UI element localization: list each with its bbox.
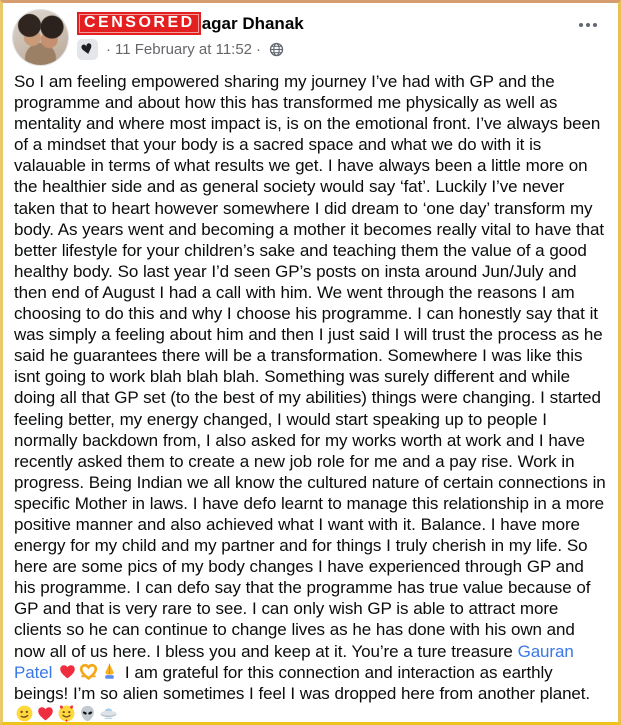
ellipsis-dot [579, 23, 583, 27]
alien-emoji [78, 704, 97, 723]
header-info [77, 10, 304, 60]
globe-public-icon [269, 42, 284, 57]
avatar[interactable] [13, 10, 68, 65]
meta-separator: · [256, 41, 262, 58]
feeling-sticker [77, 39, 98, 60]
post-meta-row [77, 39, 304, 60]
post-header [3, 3, 618, 67]
timestamp[interactable]: 11 February at 11:52 [115, 41, 253, 58]
flying-saucer-emoji [99, 704, 118, 723]
author-name[interactable]: agar Dhanak [201, 13, 304, 33]
meta-separator: · [106, 41, 111, 58]
censored-name-overlay: CENSORED [77, 12, 201, 35]
heart-hands-emoji [79, 662, 98, 681]
red-heart-emoji [58, 662, 77, 681]
red-heart-emoji [36, 704, 55, 723]
ellipsis-dot [593, 23, 597, 27]
ellipsis-dot [586, 23, 590, 27]
post-text: So I am feeling empowered sharing my journey I’ve had with GP and the programme and about how this has transformed me physically as well as mentality and where most impact is, is on the emotional front. I’ve always been of a mindset that your body is a sacred space and what we do with it is valauable in terms of what results we get. I have always been a little more on the healthier side and as general society would say ‘fat’. Luckily I’ve never taken that to heart however somewhere I did dream to ‘one day’ transform my body. As years went and becoming a mother it becomes really vital to have that better lifestyle for your children’s sake and teaching them the value of a good healthy body. So last year I’d seen GP’s posts on insta around Jun/July and then end of August I had a call with him. We went through the reasons I am choosing to do this and why I choose his programme. I can honestly say that it was simply a feeling about him and then I just said I will trust the process as he said he guarantees there will be a transformation. Somewhere I was like this isnt going to work blah blah blah. Something was surely different and while doing all that GP set (to the best of my abilities) things were changing. I started feeling better, my energy changed, I would start speaking up to people I normally backdown from, I also asked for my works worth at work and I have recently asked them to create a new job role for me and a pay rise. Work in progress. Being Indian we all know the cultured nature of certain connections in specific Mother in laws. I have defo learnt to manage this relationship in a more positive manner and also achieved what I want with it. Balance. I have more energy for my child and my partner and for things I truly cherish in my life. So here are some pics of my body changes I have experienced through GP and his programme. I can defo say that the programme has true value because of GP and that is very rare to see. I can only wish GP is able to attract more clients so he can continue to change lives as he has done with his own and now all of us here. I bless you and keep at it. You’re a ture treasure Gauran Patel I am grateful for this connection and interaction as earthly beings! I’m so alien sometimes I feel I was dropped here from another planet. [3, 67, 618, 725]
more-options-button[interactable] [575, 19, 601, 31]
smirk-face-emoji [15, 704, 34, 723]
folded-hands-emoji [100, 662, 119, 681]
dark-heart-icon: ♥ [79, 40, 96, 59]
mention-link[interactable]: Gauran Patel [14, 641, 574, 682]
face-with-hearts-emoji [57, 704, 76, 723]
author-name-row [77, 12, 304, 35]
